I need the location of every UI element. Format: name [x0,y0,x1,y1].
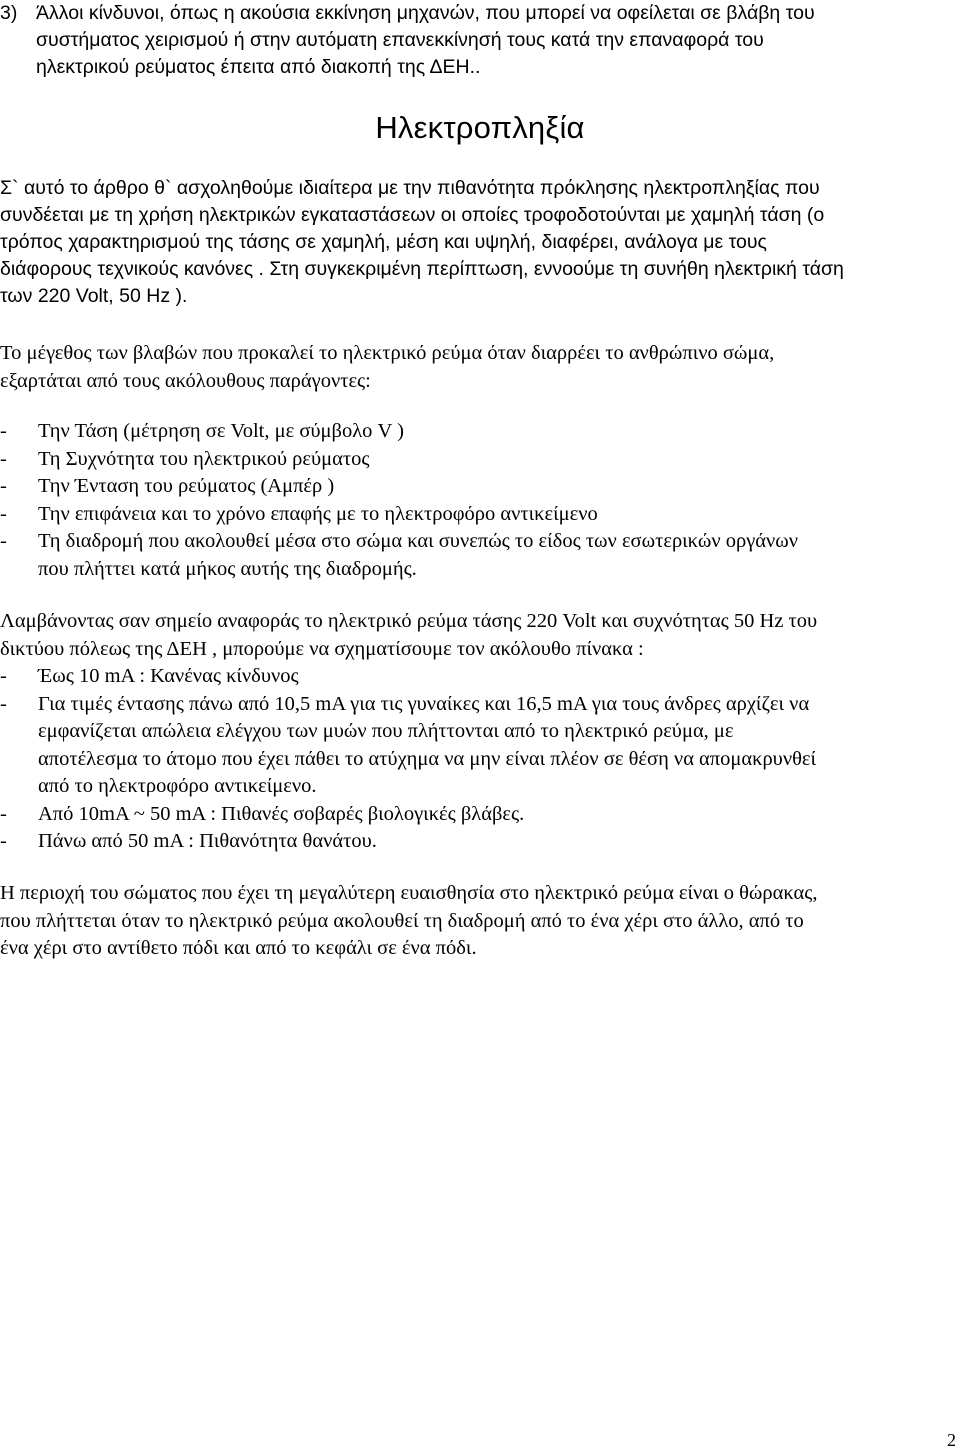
list-item [0,473,958,501]
list-item-continuation: εμφανίζεται απώλεια ελέγχου των μυών που πλήττονται από το ηλεκτρικό ρεύμα, με [38,720,734,742]
paragraph-line: τρόπος χαρακτηρισμού της τάσης σε χαμηλή, μέση και υψηλή, διαφέρει, ανάλογα με τους [0,231,767,253]
paragraph-line: συνδέεται με τη χρήση ηλεκτρικών εγκαταστάσεων οι οποίες τροφοδοτούνται με χαμηλή τάση (ο [0,204,825,226]
paragraph-reference [0,608,958,663]
paragraph-sensitive-area [0,880,958,963]
paragraph-line: Το μέγεθος των βλαβών που προκαλεί το ηλεκτρικό ρεύμα όταν διαρρέει το ανθρώπινο σώμα, [0,342,775,364]
list-item-text: Τη Συχνότητα του ηλεκτρικού ρεύματος [38,447,370,470]
list-item [0,828,958,856]
list-item [0,446,958,474]
list-item [0,501,958,529]
paragraph-line: διάφορους τεχνικούς κανόνες . Στη συγκεκριμένη περίπτωση, εννοούμε τη συνήθη ηλεκτρική τάση [0,258,844,280]
list-item [0,663,958,691]
list-item-text: Την επιφάνεια και το χρόνο επαφής με το ηλεκτροφόρο αντικείμενο [38,502,598,525]
list-item-continuation: από το ηλεκτροφόρο αντικείμενο. [38,775,317,797]
list-item [0,528,958,556]
paragraph-damage-factors [0,340,958,395]
list-bullet: - [0,475,7,497]
intro-first-line [0,0,958,27]
list-bullet: - [0,665,7,687]
paragraph-line: Σ` αυτό το άρθρο θ` ασχοληθούμε ιδιαίτερα με την πιθανότητα πρόκλησης ηλεκτροπληξίας που [0,177,820,199]
list-item-continuation: αποτέλεσμα το άτομο που έχει πάθει το ατύχημα να μην είναι πλέον σε θέση να απομακρυνθεί [38,747,817,770]
section-heading: Ηλεκτροπληξία [375,110,585,145]
list-item-text: Τη διαδρομή που ακολουθεί μέσα στο σώμα και συνεπώς το είδος των εσωτερικών οργάνων [38,530,799,552]
intro-line: συστήματος χειρισμού ή στην αυτόματη επανεκκίνησή τους κατά την επαναφορά του [36,29,764,51]
paragraph-line: που πλήττεται όταν το ηλεκτρικό ρεύμα ακολουθεί τη διαδρομή από το ένα χέρι στο άλλο, από το [0,909,804,932]
list-item [0,691,958,719]
list-bullet: - [0,802,7,825]
paragraph-line: εξαρτάται από τους ακόλουθους παράγοντες: [0,369,371,392]
factors-list [0,418,958,583]
list-bullet: - [0,692,7,715]
page-number: 2 [947,1430,956,1450]
list-bullet: - [0,830,7,852]
paragraph-line: Λαμβάνοντας σαν σημείο αναφοράς το ηλεκτρικό ρεύμα τάσης 220 Volt και συχνότητας 50 Hz του [0,610,818,632]
list-item-text: Την Τάση (μέτρηση σε Volt, με σύμβολο V ) [38,420,404,442]
paragraph-line: των 220 Volt, 50 Hz ). [0,285,188,307]
list-item [0,801,958,829]
intro-number: 3) [0,2,18,24]
paragraph-line: ένα χέρι στο αντίθετο πόδι και από το κεφάλι σε ένα πόδι. [0,937,477,959]
list-item-text: Πάνω από 50 mA : Πιθανότητα θανάτου. [38,830,377,852]
list-item-text: Από 10mA ~ 50 mA : Πιθανές σοβαρές βιολογικές βλάβες. [38,802,525,825]
paragraph-intro-electrocution [0,175,958,310]
list-item-continuation: που πλήττει κατά μήκος αυτής της διαδρομής. [38,557,417,580]
list-item-text: Για τιμές έντασης πάνω από 10,5 mA για τις γυναίκες και 16,5 mA για τους άνδρες αρχίζει να [38,692,810,715]
thresholds-list [0,663,958,856]
list-item [0,418,958,446]
paragraph-line: δικτύου πόλεως της ΔΕΗ , μπορούμε να σχηματίσουμε τον ακόλουθο πίνακα : [0,637,644,660]
list-bullet: - [0,420,7,442]
list-item-text: Την Ένταση του ρεύματος (Αμπέρ ) [38,475,335,497]
list-item-text: Έως 10 mA : Κανένας κίνδυνος [38,665,299,687]
intro-line: Άλλοι κίνδυνοι, όπως η ακούσια εκκίνηση μηχανών, που μπορεί να οφείλεται σε βλάβη του [36,2,815,24]
list-bullet: - [0,447,7,470]
list-bullet: - [0,502,7,525]
list-bullet: - [0,530,7,552]
intro-item [0,0,958,81]
intro-line: ηλεκτρικού ρεύματος έπειτα από διακοπή της ΔΕΗ.. [36,56,481,78]
paragraph-line: Η περιοχή του σώματος που έχει τη μεγαλύτερη ευαισθησία στο ηλεκτρικό ρεύμα είναι ο θώρακας, [0,882,818,904]
